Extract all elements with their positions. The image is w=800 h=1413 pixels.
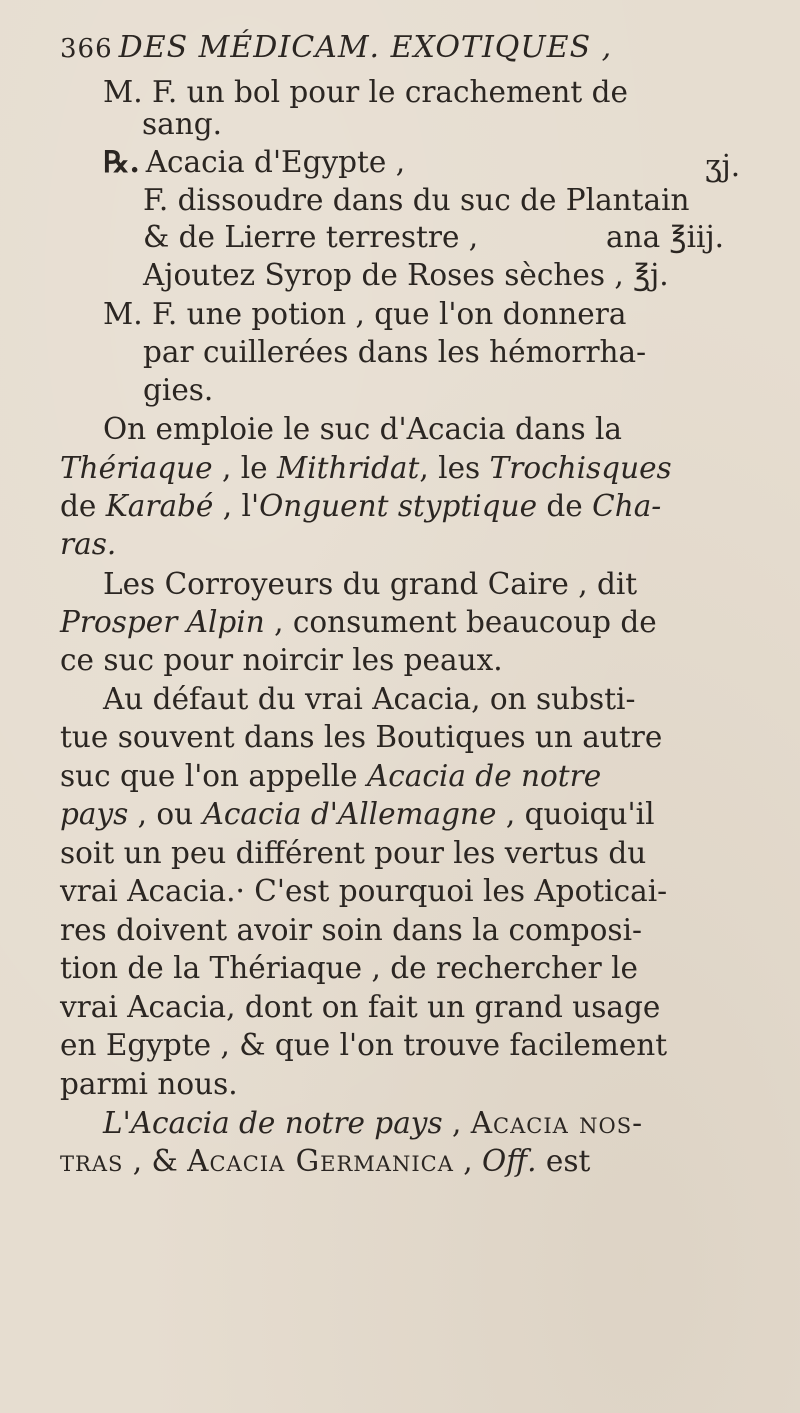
text-line: en Egypte , & que l'on trouve facilement — [60, 1028, 668, 1062]
text-line: gies. — [143, 373, 214, 407]
text-line: par cuillerées dans les hémorrha- — [143, 335, 647, 369]
text-line: tion de la Thériaque , de rechercher le — [60, 951, 638, 985]
recipe-symbol: ℞. — [103, 144, 140, 179]
dose: ʒj. — [705, 149, 741, 183]
text-line: res doivent avoir soin dans la composi- — [60, 913, 642, 947]
text-line: & de Lierre terrestre , — [143, 220, 479, 254]
running-title: DES MÉDICAM. EXOTIQUES , — [118, 30, 613, 65]
text-line: pays , ou Acacia d'Allemagne , quoiqu'il — [60, 797, 655, 831]
text-line: suc que l'on appelle Acacia de notre — [60, 759, 602, 793]
text-line: vrai Acacia, dont on fait un grand usage — [60, 990, 661, 1024]
text-line: sang. — [142, 107, 222, 141]
text-line: ℞. Acacia d'Egypte , — [103, 144, 406, 179]
text-line: Les Corroyeurs du grand Caire , dit — [103, 567, 638, 601]
text-line: Thériaque , le Mithridat, les Trochisques — [60, 451, 672, 485]
text-line: L'Acacia de notre pays , Acacia nos- — [103, 1106, 644, 1140]
text-line: parmi nous. — [60, 1067, 238, 1101]
text-line: Prosper Alpin , consument beaucoup de — [60, 605, 657, 639]
text-line: M. F. une potion , que l'on donnera — [103, 297, 627, 331]
text-line: tras , & Acacia Germanica , Off. est — [60, 1144, 591, 1178]
text-line: Ajoutez Syrop de Roses sèches , ℥j. — [143, 258, 669, 292]
text-line: ras. — [60, 527, 117, 561]
running-header — [60, 30, 612, 65]
text-line: tue souvent dans les Boutiques un autre — [60, 720, 663, 754]
text-line: soit un peu différent pour les vertus du — [60, 836, 647, 870]
page-number: 366 — [60, 34, 113, 64]
dose: ana ℥iij. — [606, 220, 724, 254]
text-line: ce suc pour noircir les peaux. — [60, 643, 503, 677]
text-line: On emploie le suc d'Acacia dans la — [103, 412, 622, 446]
text-line: M. F. un bol pour le crachement de — [103, 75, 629, 109]
text-line: de Karabé , l'Onguent styptique de Cha- — [60, 489, 662, 523]
text-line: F. dissoudre dans du suc de Plantain — [143, 183, 690, 217]
text-line: Au défaut du vrai Acacia, on substi- — [103, 682, 636, 716]
text-line: vrai Acacia.· C'est pourquoi les Apoticai- — [60, 874, 668, 908]
